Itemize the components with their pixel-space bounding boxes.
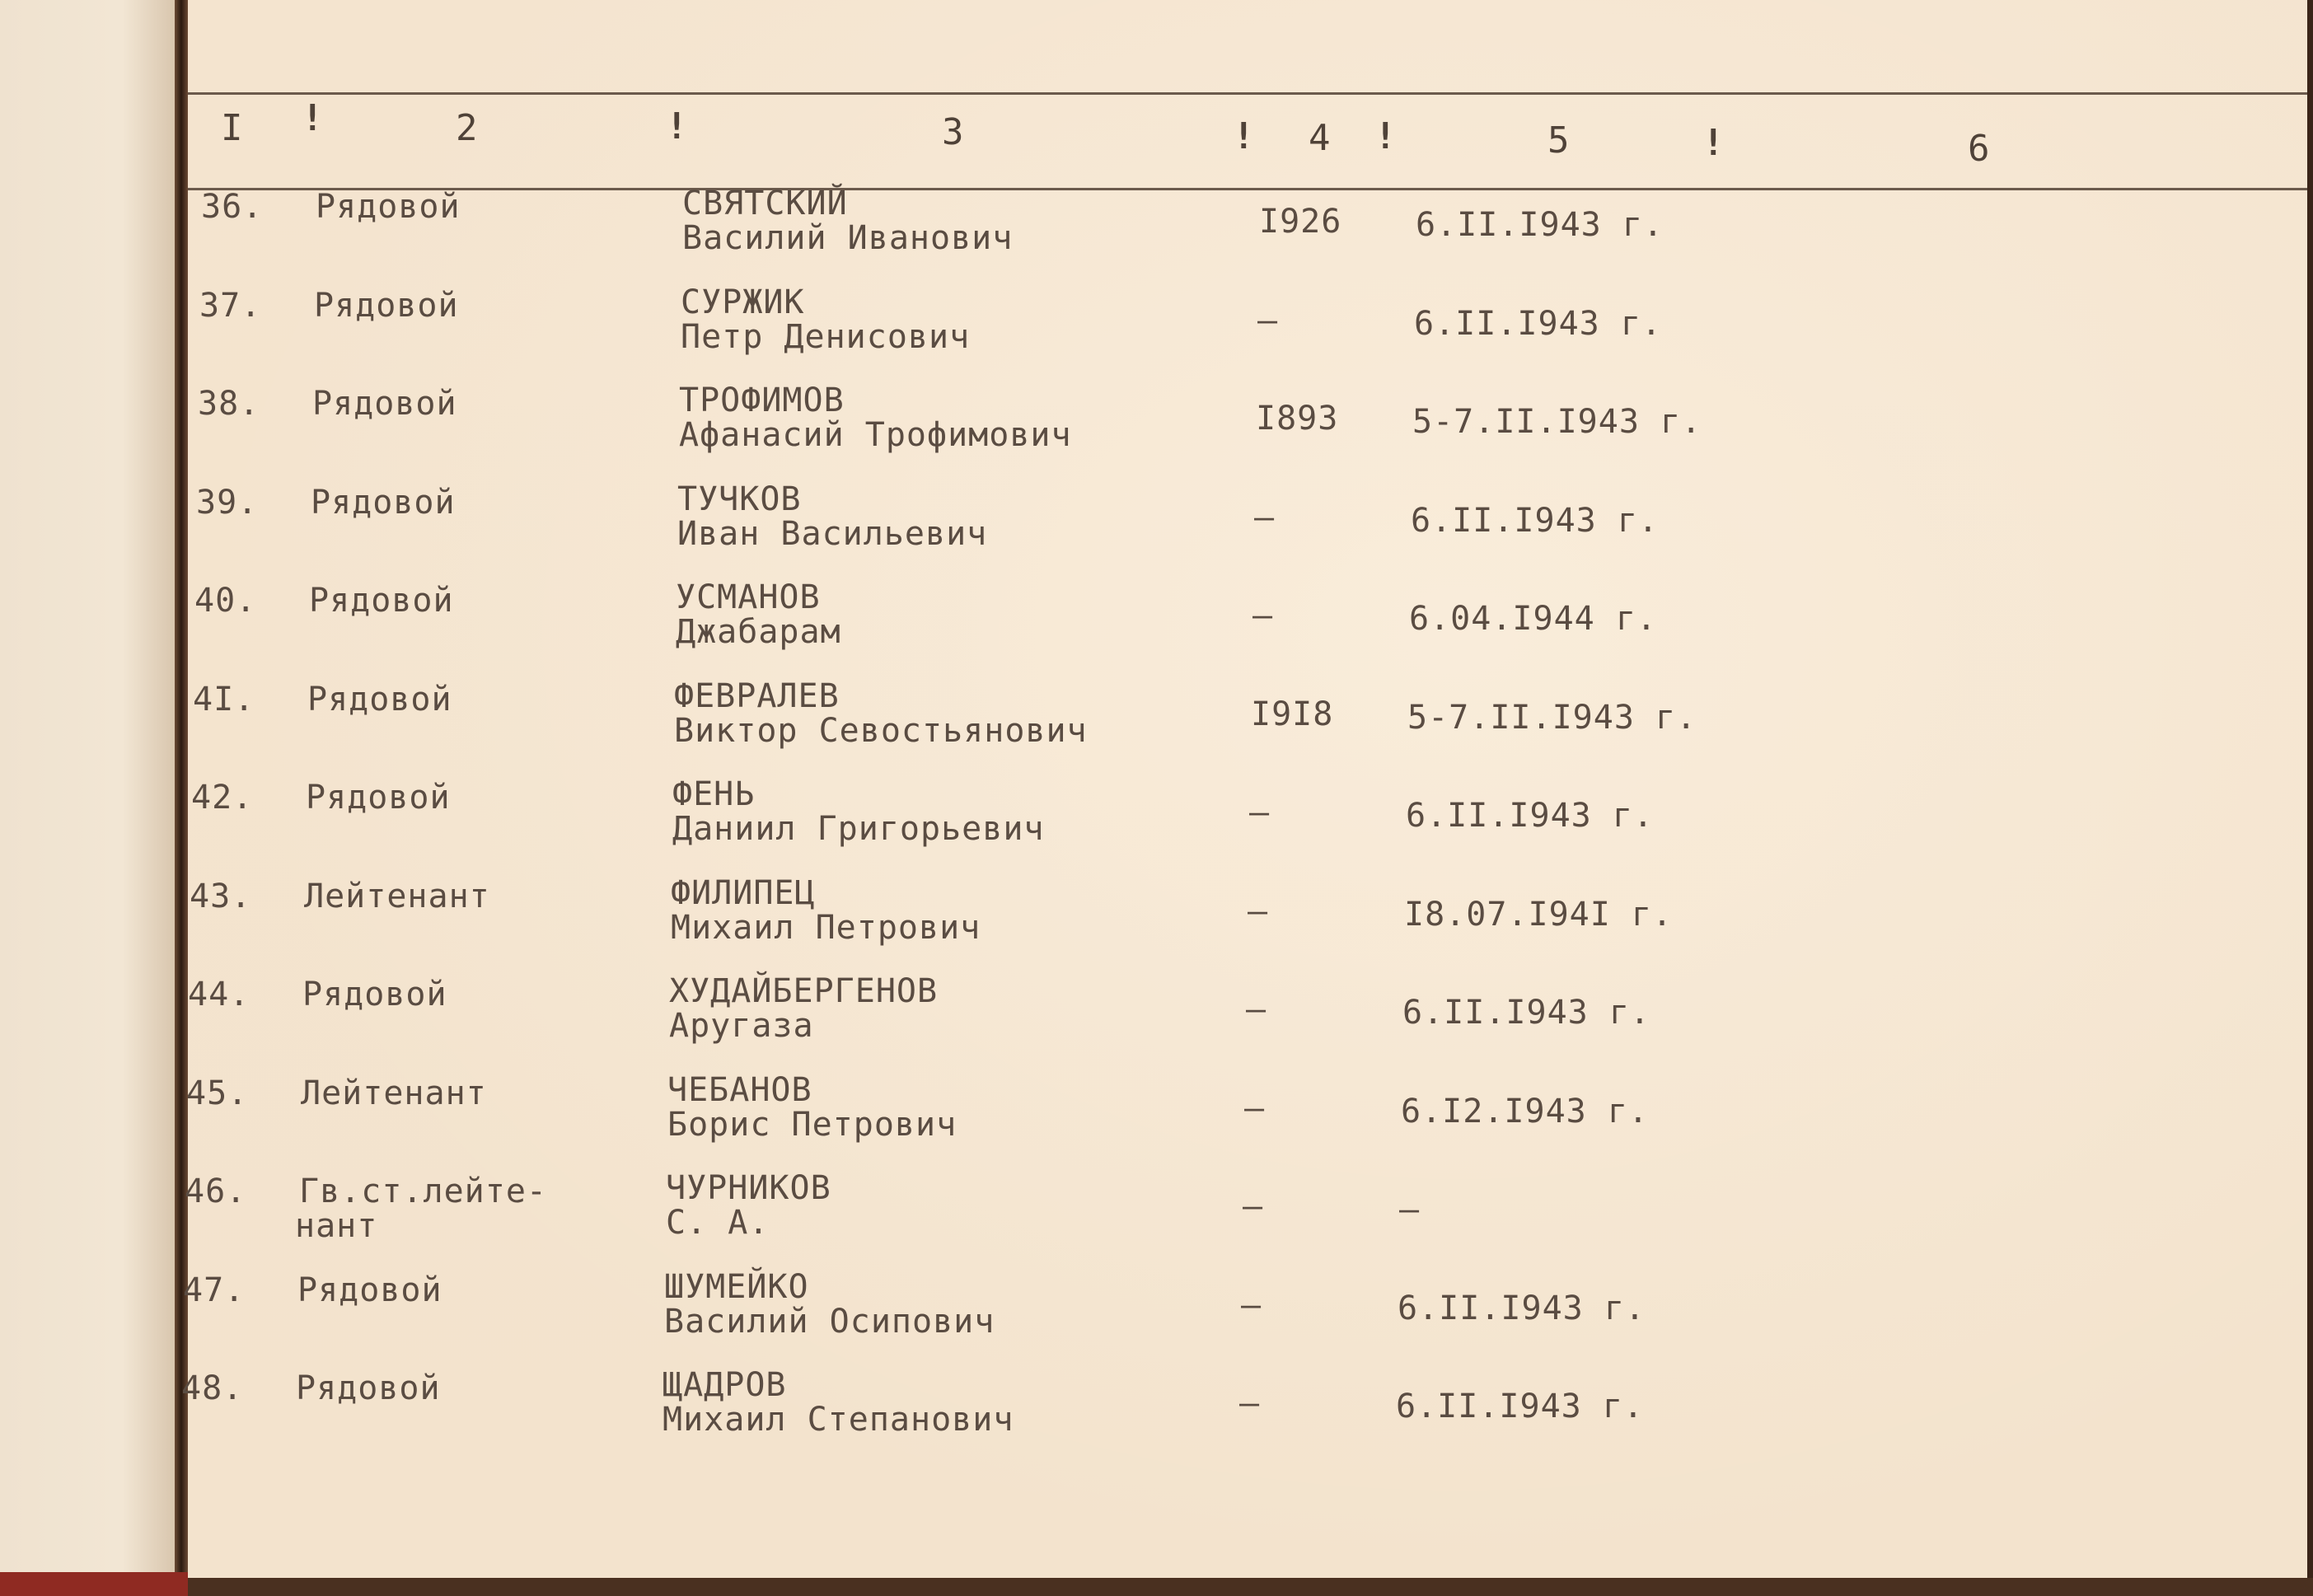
rank-cell: Рядовой (314, 286, 459, 325)
rank-cell: Рядовой (307, 680, 452, 718)
birth-year-cell: — (1248, 892, 1269, 930)
header-col-5: 5 (1547, 119, 1570, 161)
given-name-cell: Михаил Петрович (671, 908, 981, 947)
surname-cell: СУРЖИК (681, 283, 805, 321)
book-spine (175, 0, 188, 1596)
row-number: 45. (186, 1074, 249, 1112)
surname-cell: ШУМЕЙКО (664, 1267, 809, 1306)
given-name-cell: Михаил Степанович (663, 1401, 1014, 1439)
birth-year-cell: — (1246, 990, 1267, 1028)
row-number: 38. (198, 385, 260, 423)
surname-cell: ЧУРНИКОВ (666, 1169, 831, 1207)
rank-cell-continued: нант (295, 1207, 378, 1245)
date-cell: 5-7.II.I943 г. (1412, 403, 1702, 441)
rank-cell: Рядовой (296, 1369, 441, 1407)
row-number: 39. (196, 483, 259, 522)
surname-cell: ХУДАЙБЕРГЕНОВ (669, 972, 939, 1010)
rank-cell: Рядовой (311, 483, 456, 522)
row-number: 36. (201, 188, 264, 226)
given-name-cell: Афанасий Трофимович (679, 416, 1072, 454)
cover-edge (0, 1572, 188, 1596)
rank-cell: Гв.ст.лейте- (299, 1172, 547, 1210)
birth-year-cell: I9I8 (1251, 695, 1334, 733)
surname-cell: ФЕВРАЛЕВ (674, 676, 840, 715)
birth-year-cell: — (1244, 1088, 1266, 1127)
date-cell: 6.II.I943 г. (1411, 501, 1659, 540)
surname-cell: СВЯТСКИЙ (682, 185, 848, 222)
header-separator: ! (1702, 122, 1725, 164)
date-cell: 6.I2.I943 г. (1401, 1092, 1649, 1130)
rank-cell: Лейтенант (304, 877, 490, 915)
row-number: 48. (181, 1369, 244, 1407)
surname-cell: УСМАНОВ (676, 578, 821, 616)
birth-year-cell: — (1241, 1285, 1262, 1324)
given-name-cell: Борис Петрович (667, 1105, 958, 1144)
given-name-cell: С. А. (666, 1204, 770, 1242)
given-name-cell: Джабарам (676, 613, 841, 651)
date-cell: I8.07.I94I г. (1404, 895, 1674, 934)
row-number: 47. (183, 1271, 246, 1309)
header-col-4: 4 (1309, 117, 1331, 159)
birth-year-cell: — (1254, 498, 1276, 536)
date-cell: 6.II.I943 г. (1402, 994, 1650, 1032)
row-number: 46. (185, 1172, 247, 1210)
rank-cell: Рядовой (312, 385, 457, 423)
date-cell: 6.II.I943 г. (1414, 304, 1662, 343)
birth-year-cell: — (1249, 793, 1271, 831)
date-cell: 6.II.I943 г. (1396, 1388, 1644, 1425)
header-col-6: 6 (1968, 128, 1990, 170)
header-bottom-rule (188, 188, 2307, 190)
birth-year-cell: I893 (1256, 400, 1339, 438)
rank-cell: Рядовой (316, 188, 461, 226)
page-bottom-shadow (188, 1578, 2313, 1596)
rank-cell: Рядовой (306, 779, 451, 817)
given-name-cell: Виктор Севостьянович (674, 711, 1088, 750)
header-top-rule (188, 92, 2307, 95)
left-page (0, 0, 175, 1596)
surname-cell: ЩАДРОВ (663, 1366, 787, 1404)
given-name-cell: Василий Иванович (682, 219, 1014, 257)
row-number: 4I. (193, 680, 255, 718)
rank-cell: Рядовой (309, 582, 454, 620)
surname-cell: ТУЧКОВ (677, 480, 802, 518)
date-cell: 6.04.I944 г. (1409, 600, 1657, 638)
header-separator: ! (1233, 115, 1255, 157)
date-cell: 6.II.I943 г. (1416, 206, 1664, 244)
date-cell: 6.II.I943 г. (1406, 797, 1654, 835)
row-number: 37. (199, 286, 262, 325)
rank-cell: Рядовой (297, 1271, 442, 1309)
row-number: 43. (190, 877, 252, 915)
row-number: 42. (191, 779, 254, 817)
given-name-cell: Петр Денисович (681, 317, 971, 356)
birth-year-cell: — (1252, 597, 1274, 634)
birth-year-cell: — (1257, 301, 1279, 339)
given-name-cell: Иван Васильевич (677, 514, 988, 553)
surname-cell: ФИЛИПЕЦ (671, 873, 816, 912)
date-cell: — (1399, 1191, 1421, 1229)
rank-cell: Рядовой (302, 976, 447, 1013)
header-separator: ! (302, 97, 324, 139)
date-cell: 6.II.I943 г. (1398, 1289, 1646, 1327)
given-name-cell: Даниил Григорьевич (672, 810, 1045, 848)
header-col-3: 3 (942, 111, 964, 153)
given-name-cell: Василий Осипович (664, 1302, 995, 1341)
given-name-cell: Аругаза (669, 1007, 814, 1045)
birth-year-cell: — (1239, 1384, 1261, 1422)
header-col-2: 2 (456, 107, 478, 149)
surname-cell: ТРОФИМОВ (679, 381, 845, 419)
header-separator: ! (1374, 115, 1397, 157)
rank-cell: Лейтенант (301, 1074, 487, 1112)
row-number: 40. (194, 582, 257, 620)
header-col-1: I (221, 107, 243, 149)
date-cell: 5-7.II.I943 г. (1407, 698, 1697, 737)
birth-year-cell: — (1243, 1187, 1264, 1225)
header-separator: ! (666, 105, 688, 147)
row-number: 44. (188, 976, 250, 1013)
surname-cell: ЧЕБАНОВ (667, 1070, 812, 1109)
document-page (181, 0, 2307, 1578)
surname-cell: ФЕНЬ (672, 775, 756, 813)
birth-year-cell: I926 (1259, 203, 1342, 241)
